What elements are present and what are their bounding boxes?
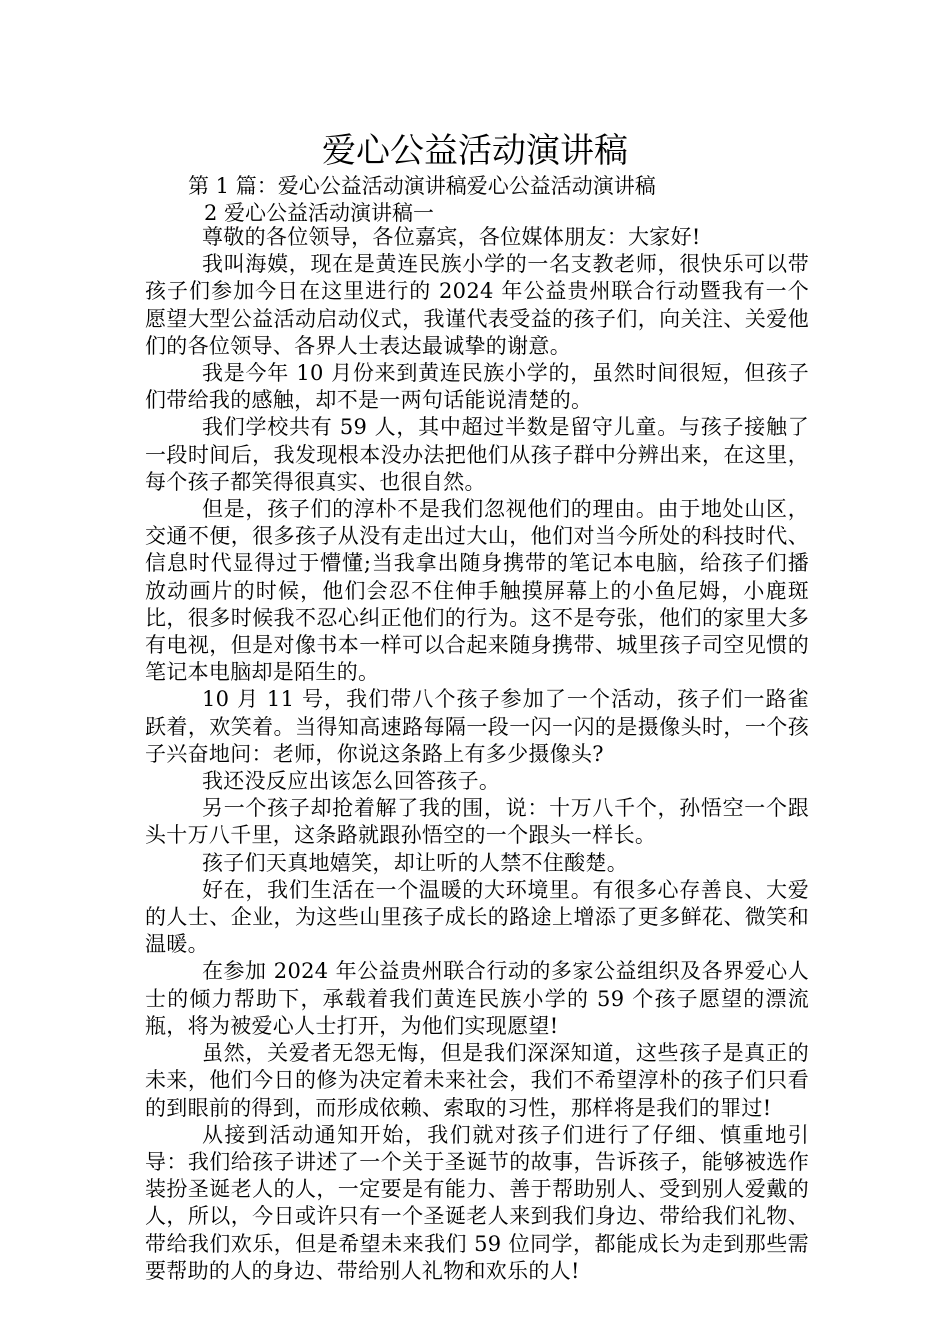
paragraph: 在参加 2024 年公益贵州联合行动的多家公益组织及各界爱心人士的倾力帮助下，承载着我们黄连民族小学的 59 个孩子愿望的漂流瓶，将为被爱心人士打开，为他们实现愿望!: [145, 959, 809, 1038]
paragraph: 从接到活动通知开始，我们就对孩子们进行了仔细、慎重地引导：我们给孩子讲述了一个关于圣诞节的故事，告诉孩子，能够被选作装扮圣诞老人的人，一定要是有能力、善于帮助别人、受到别人爱戴的人，所以，今日或许只有一个圣诞老人来到我们身边、带给我们礼物、带给我们欢乐，但是希望未来我们 59 位同学，都能成长为走到那些需要帮助的人的身边、带给别人礼物和欢乐的人!: [145, 1122, 809, 1283]
paragraph: 10 月 11 号，我们带八个孩子参加了一个活动，孩子们一路雀跃着，欢笑着。当得知高速路每隔一段一闪一闪的是摄像头时，一个孩子兴奋地问：老师，你说这条路上有多少摄像头?: [145, 687, 809, 766]
paragraph: 好在，我们生活在一个温暖的大环境里。有很多心存善良、大爱的人士、企业，为这些山里孩子成长的路途上增添了更多鲜花、微笑和温暖。: [145, 877, 809, 957]
paragraph: 我叫海嫫，现在是黄连民族小学的一名支教老师，很快乐可以带孩子们参加今日在这里进行的 2024 年公益贵州联合行动暨我有一个愿望大型公益活动启动仪式，我谨代表受益的孩子们，向关注、关爱他们的各位领导、各界人士表达最诚挚的谢意。: [145, 252, 809, 358]
page-title: 爱心公益活动演讲稿: [322, 131, 628, 171]
chapter-subheading: 2 爱心公益活动演讲稿一: [204, 201, 435, 225]
paragraph: 虽然，关爱者无怨无悔，但是我们深深知道，这些孩子是真正的未来，他们今日的修为决定着未来社会，我们不希望淳朴的孩子们只看的到眼前的得到，而形成依赖、索取的习性，那样将是我们的罪过!: [145, 1041, 809, 1120]
speech-body: [145, 224, 809, 1285]
paragraph: 我是今年 10 月份来到黄连民族小学的，虽然时间很短，但孩子们带给我的感触，却不是一两句话能说清楚的。: [145, 361, 809, 413]
paragraph: 孩子们天真地嬉笑，却让听的人禁不住酸楚。: [202, 850, 628, 875]
paragraph: 另一个孩子却抢着解了我的围，说：十万八千个，孙悟空一个跟头十万八千里，这条路就跟孙悟空的一个跟头一样长。: [145, 796, 809, 848]
paragraph: 我们学校共有 59 人，其中超过半数是留守儿童。与孩子接触了一段时间后，我发现根本没办法把他们从孩子群中分辨出来，在这里，每个孩子都笑得很真实、也很自然。: [145, 415, 809, 494]
chapter-heading: 第 1 篇：爱心公益活动演讲稿爱心公益活动演讲稿: [188, 174, 656, 198]
paragraph: 但是，孩子们的淳朴不是我们忽视他们的理由。由于地处山区，交通不便，很多孩子从没有走出过大山，他们对当今所处的科技时代、信息时代显得过于懵懂;当我拿出随身携带的笔记本电脑，给孩子们播放动画片的时候，他们会忍不住伸手触摸屏幕上的小鱼尼姆，小鹿斑比，很多时候我不忍心纠正他们的行为。这不是夸张，他们的家里大多有电视，但是对像书本一样可以合起来随身携带、城里孩子司空见惯的笔记本电脑却是陌生的。: [145, 497, 809, 685]
paragraph: 我还没反应出该怎么回答孩子。: [202, 769, 501, 794]
paragraph-greeting: 尊敬的各位领导，各位嘉宾，各位媒体朋友：大家好!: [202, 225, 701, 249]
